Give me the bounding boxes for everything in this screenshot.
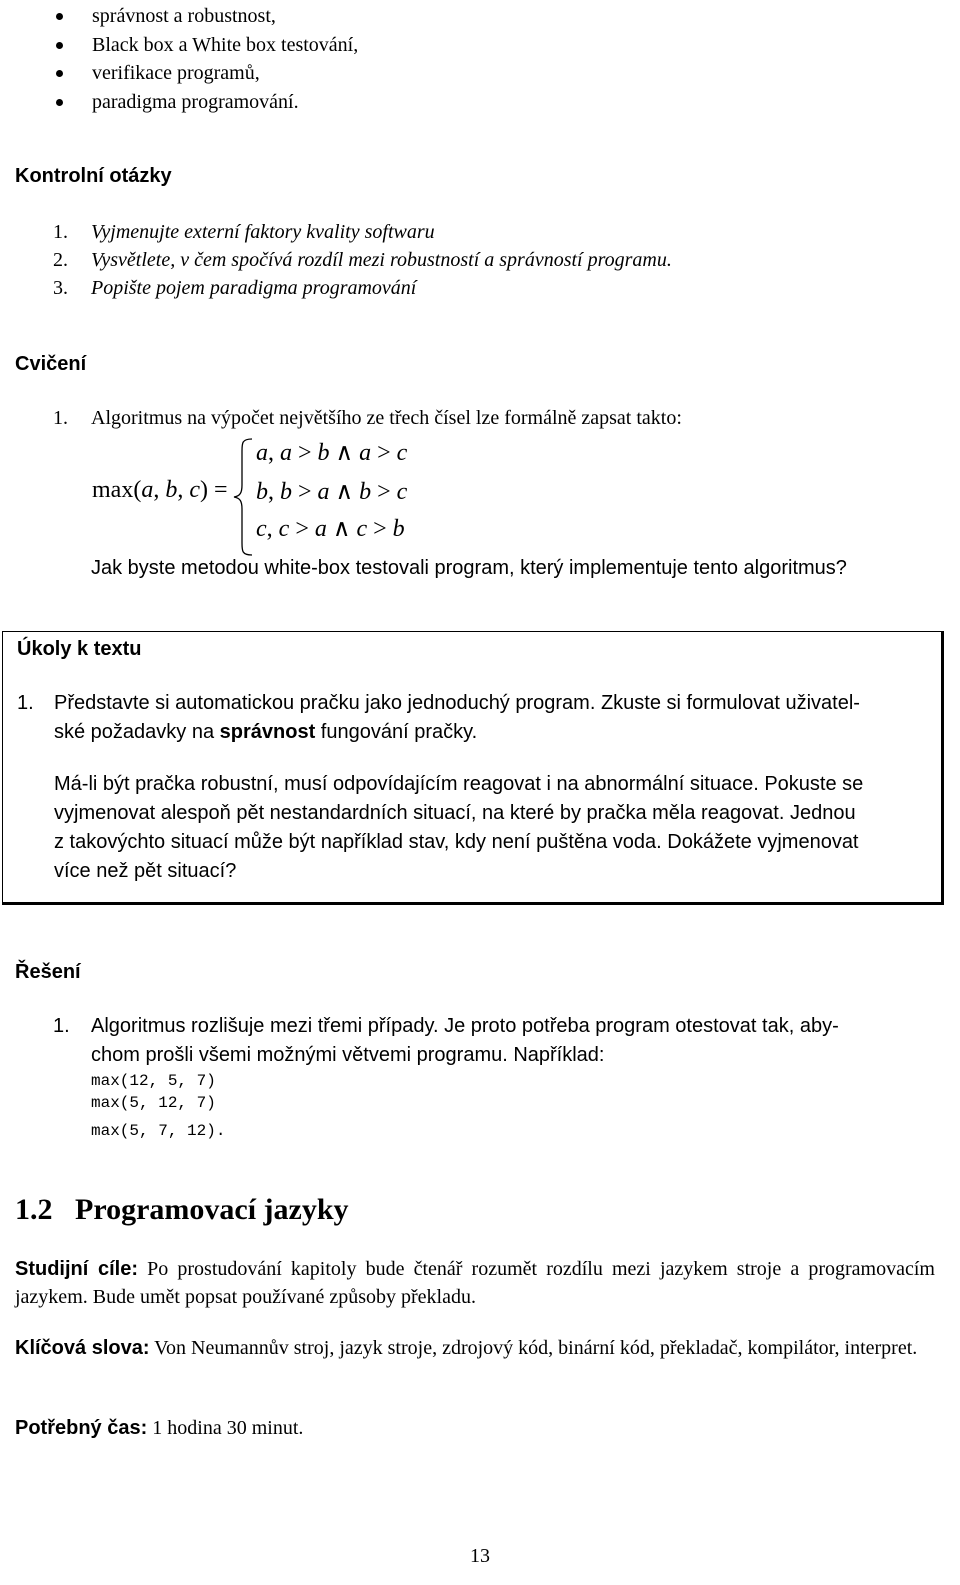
- bullet-icon: [56, 42, 63, 49]
- exercise-item: 1. Algoritmus na výpočet největšího ze třech čísel lze formálně zapsat takto:: [53, 407, 682, 429]
- study-goals: Studijní cíle: Po prostudování kapitoly bude čtenář rozumět rozdílu mezi jazykem stroje a programovacím jazykem. Bude umět popsat používané způsoby překladu.: [15, 1258, 935, 1308]
- code-line: max(5, 12, 7): [91, 1094, 216, 1112]
- formula-case-c: c, c > a ∧ c > b: [256, 516, 405, 542]
- list-item: verifikace programů,: [56, 59, 358, 88]
- solution-text: Algoritmus rozlišuje mezi třemi případy. Je proto potřeba program otestovat tak, aby- chom prošli všemi možnými větvemi programu. Například:: [91, 1015, 839, 1066]
- control-questions-list: [15, 218, 672, 302]
- list-item: paradigma programování.: [56, 88, 358, 117]
- section-title: 1.2 Programovací jazyky: [15, 1193, 349, 1226]
- tasks-num: 1.: [17, 692, 34, 714]
- list-item: 1. Vyjmenujte externí faktory kvality softwaru: [53, 221, 435, 243]
- list-item: správnost a robustnost,: [56, 2, 358, 31]
- formula-lhs: max(a, b, c) =: [92, 477, 228, 503]
- list-item: Black box a White box testování,: [56, 31, 358, 60]
- list-item: 3. Popište pojem paradigma programování: [53, 277, 417, 299]
- tasks-heading: Úkoly k textu: [17, 638, 142, 660]
- code-line: max(5, 7, 12).: [91, 1122, 226, 1140]
- bullet-list: [56, 2, 358, 116]
- bullet-icon: [56, 70, 63, 77]
- code-line: max(12, 5, 7): [91, 1072, 216, 1090]
- list-item: 2. Vysvětlete, v čem spočívá rozdíl mezi robustností a správností programu.: [53, 249, 672, 271]
- page-number: 13: [470, 1545, 490, 1567]
- solution-num: 1.: [53, 1015, 70, 1037]
- solution-code: [91, 1070, 225, 1142]
- solution-heading: Řešení: [15, 961, 81, 983]
- bullet-icon: [56, 13, 63, 20]
- formula-case-b: b, b > a ∧ b > c: [256, 479, 408, 505]
- tasks-paragraph-2: Má-li být pračka robustní, musí odpovídajícím reagovat i na abnormální situace. Pokuste se vyjmenovat alespoň pět nestandardních situací, na které by pračka měla reagovat. Jednou z takovýchto situací může být například stav, kdy není puštěna voda. Dokážete vyjmenovat více než pět situací?: [54, 773, 864, 882]
- exercise-heading: Cvičení: [15, 353, 87, 375]
- exercise-question: Jak byste metodou white-box testovali program, který implementuje tento algoritmus?: [91, 557, 847, 579]
- keywords: Klíčová slova: Von Neumannův stroj, jazyk stroje, zdrojový kód, binární kód, překladač, kompilátor, interpret.: [15, 1337, 918, 1359]
- required-time: Potřebný čas: 1 hodina 30 minut.: [15, 1417, 304, 1439]
- tasks-paragraph-1: Představte si automatickou pračku jako jednoduchý program. Zkuste si formulovat uživatel- ské požadavky na správnost fungování pračky.: [54, 692, 860, 743]
- control-questions-heading: Kontrolní otázky: [15, 165, 172, 187]
- formula-case-a: a, a > b ∧ a > c: [256, 440, 408, 466]
- bullet-icon: [56, 99, 63, 106]
